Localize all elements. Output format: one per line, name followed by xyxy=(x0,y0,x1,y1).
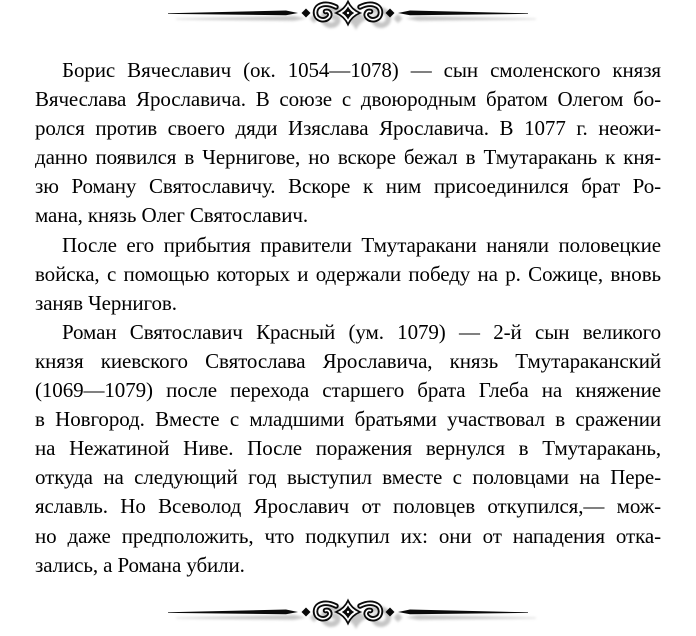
paragraph-3 xyxy=(35,318,661,580)
body-text xyxy=(35,56,661,580)
text-line: Борис Вячеславич (ок. 1054—1078) — сын смоленского князя xyxy=(62,58,661,82)
ornamental-divider-bottom xyxy=(148,597,548,631)
text-line: ролся против своего дяди Изяслава Ярославича. В 1077 г. неожи- xyxy=(35,116,661,141)
ornamental-divider-top xyxy=(148,0,548,32)
text-line: яславль. Но Всеволод Ярославич от половцев откупился,— мож- xyxy=(35,494,661,519)
text-line: на Нежатиной Ниве. После поражения вернулся в Тмутаракань, xyxy=(35,436,661,461)
text-line: войска, с помощью которых и одержали победу на р. Сожице, вновь xyxy=(35,261,661,286)
paragraph-2 xyxy=(35,231,661,318)
text-line: заняв Чернигов. xyxy=(35,290,177,315)
text-line: князя киевского Святослава Ярославича, князь Тмутараканский xyxy=(35,348,661,373)
text-line: в Новгород. Вместе с младшими братьями участвовал в сражении xyxy=(35,407,661,432)
text-line: зю Роману Святославичу. Вскоре к ним присоединился брат Ро- xyxy=(35,174,661,199)
text-line: Роман Святославич Красный (ум. 1079) — 2-й сын великого xyxy=(62,319,661,344)
text-line: мана, князь Олег Святославич. xyxy=(35,203,308,228)
text-line: но даже предположить, что подкупил их: они от нападения отка- xyxy=(35,523,661,548)
text-line: После его прибытия правители Тмутаракани наняли половецкие xyxy=(62,232,661,257)
text-line: Вячеслава Ярославича. В союзе с двоюродным братом Олегом бо- xyxy=(35,87,661,112)
text-line: откуда на следующий год выступил вместе с половцами на Пере- xyxy=(35,465,661,490)
paragraph-1 xyxy=(35,56,661,231)
text-line: зались, а Романа убили. xyxy=(35,552,245,577)
text-line: (1069—1079) после перехода старшего брата Глеба на княжение xyxy=(35,378,661,403)
text-line: данно появился в Чернигове, но вскоре бежал в Тмутаракань к кня- xyxy=(35,145,661,170)
